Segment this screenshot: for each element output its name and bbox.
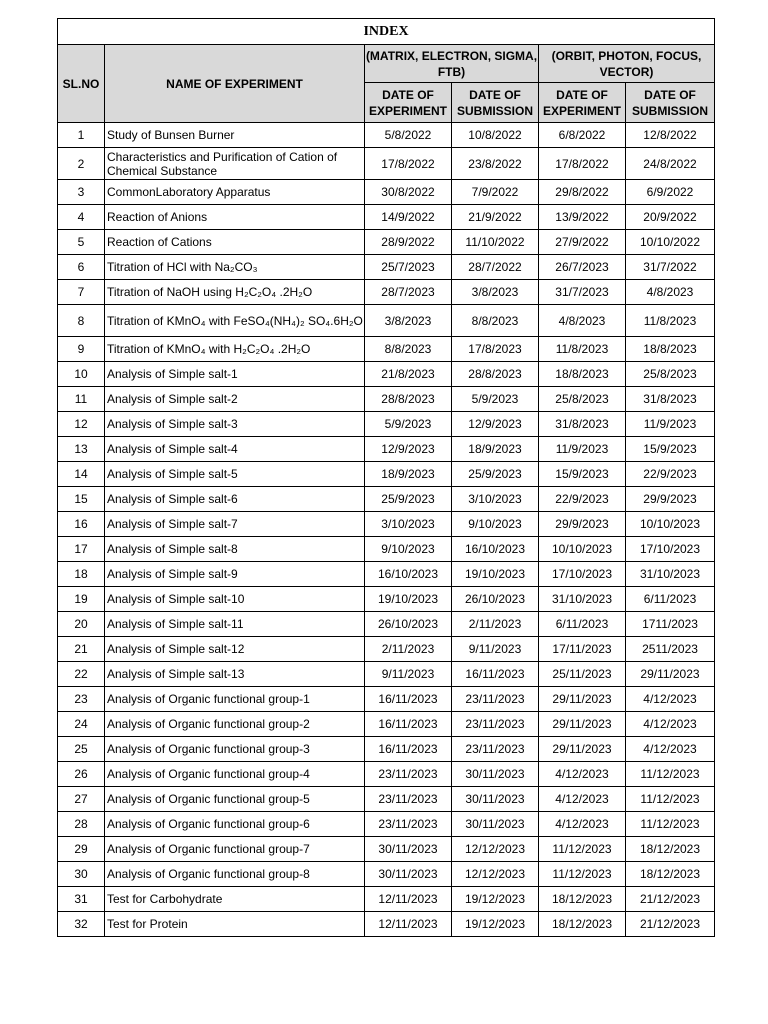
sl-no-cell: 18 [58,562,105,587]
experiment-name-cell: Test for Protein [105,912,365,937]
date-of-submission-1-cell: 2/11/2023 [452,612,539,637]
sl-no-cell: 5 [58,230,105,255]
date-of-experiment-2-cell: 29/8/2022 [539,180,626,205]
table-row [58,562,715,587]
date-of-experiment-1-cell: 21/8/2023 [365,362,452,387]
sl-no-cell: 15 [58,487,105,512]
date-of-submission-2-cell: 1711/2023 [626,612,715,637]
date-of-experiment-1-cell: 16/11/2023 [365,687,452,712]
sl-no-cell: 13 [58,437,105,462]
date-of-experiment-1-cell: 3/10/2023 [365,512,452,537]
date-of-experiment-1-cell: 9/11/2023 [365,662,452,687]
date-of-experiment-1-cell: 23/11/2023 [365,787,452,812]
date-of-experiment-1-cell: 5/8/2022 [365,123,452,148]
date-of-experiment-1-cell: 17/8/2022 [365,148,452,180]
experiment-name-cell: Analysis of Organic functional group-8 [105,862,365,887]
experiment-rows [58,123,715,937]
sl-no-cell: 26 [58,762,105,787]
experiment-name-cell: Analysis of Organic functional group-1 [105,687,365,712]
date-of-submission-1-cell: 10/8/2022 [452,123,539,148]
experiment-name-cell: Analysis of Simple salt-12 [105,637,365,662]
date-of-experiment-2-cell: 11/12/2023 [539,862,626,887]
experiment-name-cell: Analysis of Simple salt-13 [105,662,365,687]
date-of-submission-2-cell: 29/11/2023 [626,662,715,687]
table-row [58,280,715,305]
header-date-of-experiment-2: DATE OF EXPERIMENT [539,83,626,123]
date-of-submission-2-cell: 4/12/2023 [626,687,715,712]
table-row [58,712,715,737]
experiment-name-cell: Study of Bunsen Burner [105,123,365,148]
date-of-submission-2-cell: 31/10/2023 [626,562,715,587]
table-row [58,412,715,437]
date-of-experiment-1-cell: 23/11/2023 [365,762,452,787]
date-of-submission-1-cell: 17/8/2023 [452,337,539,362]
date-of-submission-2-cell: 4/12/2023 [626,712,715,737]
table-row [58,437,715,462]
experiment-name-cell: Titration of HCl with Na₂CO₃ [105,255,365,280]
experiment-name-cell: Analysis of Organic functional group-4 [105,762,365,787]
date-of-experiment-2-cell: 29/11/2023 [539,737,626,762]
sl-no-cell: 9 [58,337,105,362]
experiment-name-cell: Reaction of Anions [105,205,365,230]
date-of-submission-2-cell: 6/11/2023 [626,587,715,612]
date-of-experiment-2-cell: 18/8/2023 [539,362,626,387]
experiment-name-cell: Analysis of Organic functional group-7 [105,837,365,862]
experiment-name-cell: CommonLaboratory Apparatus [105,180,365,205]
date-of-experiment-2-cell: 13/9/2022 [539,205,626,230]
date-of-experiment-1-cell: 14/9/2022 [365,205,452,230]
experiment-name-cell: Analysis of Simple salt-6 [105,487,365,512]
experiment-name-cell: Titration of NaOH using H₂C₂O₄ .2H₂O [105,280,365,305]
date-of-experiment-2-cell: 4/12/2023 [539,787,626,812]
date-of-submission-2-cell: 11/12/2023 [626,787,715,812]
sl-no-cell: 8 [58,305,105,337]
date-of-submission-1-cell: 18/9/2023 [452,437,539,462]
experiment-name-cell: Analysis of Simple salt-7 [105,512,365,537]
date-of-experiment-2-cell: 6/11/2023 [539,612,626,637]
header-group-2: (ORBIT, PHOTON, FOCUS, VECTOR) [539,45,715,83]
date-of-experiment-1-cell: 16/10/2023 [365,562,452,587]
table-row [58,837,715,862]
date-of-submission-1-cell: 12/9/2023 [452,412,539,437]
index-sheet [57,18,714,937]
experiment-index-table [57,18,715,937]
experiment-name-cell: Titration of KMnO₄ with FeSO₄(NH₄)₂ SO₄.6H₂O [105,305,365,337]
experiment-name-cell: Analysis of Simple salt-2 [105,387,365,412]
date-of-submission-2-cell: 25/8/2023 [626,362,715,387]
sl-no-cell: 19 [58,587,105,612]
date-of-submission-2-cell: 22/9/2023 [626,462,715,487]
experiment-name-cell: Analysis of Simple salt-1 [105,362,365,387]
date-of-submission-2-cell: 18/12/2023 [626,837,715,862]
date-of-submission-1-cell: 25/9/2023 [452,462,539,487]
date-of-submission-1-cell: 28/8/2023 [452,362,539,387]
sl-no-cell: 31 [58,887,105,912]
date-of-experiment-1-cell: 28/7/2023 [365,280,452,305]
date-of-experiment-1-cell: 2/11/2023 [365,637,452,662]
date-of-submission-2-cell: 11/12/2023 [626,812,715,837]
date-of-experiment-1-cell: 12/11/2023 [365,912,452,937]
sl-no-cell: 21 [58,637,105,662]
date-of-submission-1-cell: 7/9/2022 [452,180,539,205]
sl-no-cell: 23 [58,687,105,712]
date-of-submission-2-cell: 20/9/2022 [626,205,715,230]
date-of-experiment-2-cell: 10/10/2023 [539,537,626,562]
date-of-submission-2-cell: 17/10/2023 [626,537,715,562]
sl-no-cell: 3 [58,180,105,205]
date-of-submission-2-cell: 21/12/2023 [626,887,715,912]
date-of-experiment-2-cell: 25/8/2023 [539,387,626,412]
table-row [58,512,715,537]
experiment-name-cell: Analysis of Simple salt-9 [105,562,365,587]
date-of-experiment-1-cell: 26/10/2023 [365,612,452,637]
date-of-submission-1-cell: 3/10/2023 [452,487,539,512]
date-of-experiment-2-cell: 4/12/2023 [539,762,626,787]
date-of-submission-2-cell: 10/10/2022 [626,230,715,255]
date-of-submission-2-cell: 12/8/2022 [626,123,715,148]
header-name-of-experiment: NAME OF EXPERIMENT [105,45,365,123]
table-row [58,762,715,787]
date-of-experiment-1-cell: 28/9/2022 [365,230,452,255]
date-of-experiment-2-cell: 31/8/2023 [539,412,626,437]
date-of-submission-2-cell: 21/12/2023 [626,912,715,937]
sl-no-cell: 16 [58,512,105,537]
date-of-experiment-2-cell: 25/11/2023 [539,662,626,687]
table-row [58,862,715,887]
date-of-submission-1-cell: 23/8/2022 [452,148,539,180]
index-title: INDEX [58,19,715,45]
table-row [58,612,715,637]
table-row [58,912,715,937]
date-of-submission-1-cell: 9/10/2023 [452,512,539,537]
date-of-submission-1-cell: 23/11/2023 [452,737,539,762]
date-of-submission-1-cell: 19/12/2023 [452,912,539,937]
date-of-experiment-2-cell: 26/7/2023 [539,255,626,280]
date-of-submission-2-cell: 31/8/2023 [626,387,715,412]
sl-no-cell: 22 [58,662,105,687]
sl-no-cell: 17 [58,537,105,562]
experiment-name-cell: Characteristics and Purification of Cation of Chemical Substance [105,148,365,180]
experiment-name-cell: Analysis of Simple salt-11 [105,612,365,637]
date-of-experiment-2-cell: 27/9/2022 [539,230,626,255]
date-of-submission-2-cell: 31/7/2022 [626,255,715,280]
date-of-experiment-1-cell: 30/8/2022 [365,180,452,205]
sl-no-cell: 20 [58,612,105,637]
table-row [58,887,715,912]
date-of-experiment-2-cell: 22/9/2023 [539,487,626,512]
date-of-experiment-2-cell: 18/12/2023 [539,887,626,912]
experiment-name-cell: Analysis of Organic functional group-3 [105,737,365,762]
date-of-submission-1-cell: 11/10/2022 [452,230,539,255]
date-of-experiment-1-cell: 30/11/2023 [365,837,452,862]
table-row [58,662,715,687]
experiment-name-cell: Analysis of Simple salt-3 [105,412,365,437]
date-of-experiment-2-cell: 29/11/2023 [539,712,626,737]
date-of-experiment-1-cell: 12/11/2023 [365,887,452,912]
date-of-submission-1-cell: 28/7/2022 [452,255,539,280]
header-sl-no: SL.NO [58,45,105,123]
date-of-experiment-2-cell: 17/8/2022 [539,148,626,180]
date-of-experiment-2-cell: 11/12/2023 [539,837,626,862]
experiment-name-cell: Analysis of Simple salt-5 [105,462,365,487]
date-of-submission-2-cell: 18/8/2023 [626,337,715,362]
experiment-name-cell: Titration of KMnO₄ with H₂C₂O₄ .2H₂O [105,337,365,362]
date-of-experiment-1-cell: 3/8/2023 [365,305,452,337]
table-row [58,387,715,412]
sl-no-cell: 27 [58,787,105,812]
table-row [58,687,715,712]
date-of-experiment-1-cell: 23/11/2023 [365,812,452,837]
date-of-experiment-2-cell: 29/9/2023 [539,512,626,537]
sl-no-cell: 10 [58,362,105,387]
table-row [58,637,715,662]
table-row [58,587,715,612]
table-row [58,337,715,362]
table-row [58,205,715,230]
sl-no-cell: 6 [58,255,105,280]
experiment-name-cell: Analysis of Simple salt-8 [105,537,365,562]
experiment-name-cell: Test for Carbohydrate [105,887,365,912]
table-row [58,305,715,337]
experiment-name-cell: Analysis of Organic functional group-5 [105,787,365,812]
date-of-experiment-1-cell: 16/11/2023 [365,712,452,737]
experiment-name-cell: Reaction of Cations [105,230,365,255]
date-of-submission-1-cell: 5/9/2023 [452,387,539,412]
date-of-experiment-1-cell: 5/9/2023 [365,412,452,437]
date-of-experiment-2-cell: 31/10/2023 [539,587,626,612]
date-of-experiment-1-cell: 9/10/2023 [365,537,452,562]
table-row [58,537,715,562]
sl-no-cell: 11 [58,387,105,412]
date-of-submission-1-cell: 19/12/2023 [452,887,539,912]
date-of-submission-1-cell: 23/11/2023 [452,712,539,737]
date-of-submission-2-cell: 29/9/2023 [626,487,715,512]
sl-no-cell: 14 [58,462,105,487]
date-of-submission-1-cell: 16/11/2023 [452,662,539,687]
date-of-submission-2-cell: 2511/2023 [626,637,715,662]
date-of-experiment-1-cell: 19/10/2023 [365,587,452,612]
date-of-experiment-2-cell: 29/11/2023 [539,687,626,712]
date-of-experiment-2-cell: 11/8/2023 [539,337,626,362]
date-of-experiment-1-cell: 18/9/2023 [365,462,452,487]
date-of-submission-1-cell: 9/11/2023 [452,637,539,662]
date-of-submission-1-cell: 21/9/2022 [452,205,539,230]
date-of-experiment-1-cell: 16/11/2023 [365,737,452,762]
experiment-name-cell: Analysis of Organic functional group-6 [105,812,365,837]
date-of-submission-2-cell: 18/12/2023 [626,862,715,887]
date-of-experiment-1-cell: 25/9/2023 [365,487,452,512]
table-row [58,148,715,180]
date-of-experiment-2-cell: 31/7/2023 [539,280,626,305]
table-row [58,787,715,812]
date-of-submission-1-cell: 12/12/2023 [452,837,539,862]
date-of-experiment-2-cell: 11/9/2023 [539,437,626,462]
sl-no-cell: 32 [58,912,105,937]
table-row [58,487,715,512]
date-of-submission-1-cell: 3/8/2023 [452,280,539,305]
table-row [58,180,715,205]
date-of-submission-2-cell: 4/12/2023 [626,737,715,762]
date-of-submission-1-cell: 19/10/2023 [452,562,539,587]
date-of-submission-1-cell: 30/11/2023 [452,787,539,812]
date-of-experiment-1-cell: 30/11/2023 [365,862,452,887]
date-of-submission-2-cell: 11/9/2023 [626,412,715,437]
date-of-submission-1-cell: 16/10/2023 [452,537,539,562]
date-of-experiment-2-cell: 15/9/2023 [539,462,626,487]
sl-no-cell: 12 [58,412,105,437]
date-of-experiment-2-cell: 4/12/2023 [539,812,626,837]
table-row [58,737,715,762]
date-of-submission-1-cell: 30/11/2023 [452,812,539,837]
date-of-submission-1-cell: 26/10/2023 [452,587,539,612]
header-date-of-submission-2: DATE OF SUBMISSION [626,83,715,123]
date-of-submission-1-cell: 30/11/2023 [452,762,539,787]
table-row [58,362,715,387]
date-of-submission-1-cell: 23/11/2023 [452,687,539,712]
table-row [58,255,715,280]
sl-no-cell: 29 [58,837,105,862]
sl-no-cell: 1 [58,123,105,148]
sl-no-cell: 2 [58,148,105,180]
date-of-experiment-1-cell: 8/8/2023 [365,337,452,362]
date-of-experiment-2-cell: 4/8/2023 [539,305,626,337]
date-of-experiment-1-cell: 12/9/2023 [365,437,452,462]
sl-no-cell: 24 [58,712,105,737]
header-group-1: (MATRIX, ELECTRON, SIGMA, FTB) [365,45,539,83]
date-of-experiment-2-cell: 17/10/2023 [539,562,626,587]
date-of-submission-2-cell: 11/8/2023 [626,305,715,337]
date-of-experiment-2-cell: 6/8/2022 [539,123,626,148]
date-of-experiment-1-cell: 25/7/2023 [365,255,452,280]
date-of-submission-2-cell: 11/12/2023 [626,762,715,787]
header-date-of-submission-1: DATE OF SUBMISSION [452,83,539,123]
sl-no-cell: 7 [58,280,105,305]
date-of-submission-2-cell: 6/9/2022 [626,180,715,205]
table-row [58,123,715,148]
date-of-submission-2-cell: 4/8/2023 [626,280,715,305]
sl-no-cell: 28 [58,812,105,837]
table-row [58,812,715,837]
table-row [58,462,715,487]
experiment-name-cell: Analysis of Organic functional group-2 [105,712,365,737]
sl-no-cell: 30 [58,862,105,887]
date-of-experiment-2-cell: 17/11/2023 [539,637,626,662]
date-of-submission-1-cell: 8/8/2023 [452,305,539,337]
experiment-name-cell: Analysis of Simple salt-10 [105,587,365,612]
table-row [58,230,715,255]
date-of-experiment-2-cell: 18/12/2023 [539,912,626,937]
sl-no-cell: 4 [58,205,105,230]
date-of-submission-2-cell: 24/8/2022 [626,148,715,180]
date-of-submission-2-cell: 15/9/2023 [626,437,715,462]
date-of-submission-1-cell: 12/12/2023 [452,862,539,887]
header-date-of-experiment-1: DATE OF EXPERIMENT [365,83,452,123]
date-of-submission-2-cell: 10/10/2023 [626,512,715,537]
date-of-experiment-1-cell: 28/8/2023 [365,387,452,412]
experiment-name-cell: Analysis of Simple salt-4 [105,437,365,462]
sl-no-cell: 25 [58,737,105,762]
